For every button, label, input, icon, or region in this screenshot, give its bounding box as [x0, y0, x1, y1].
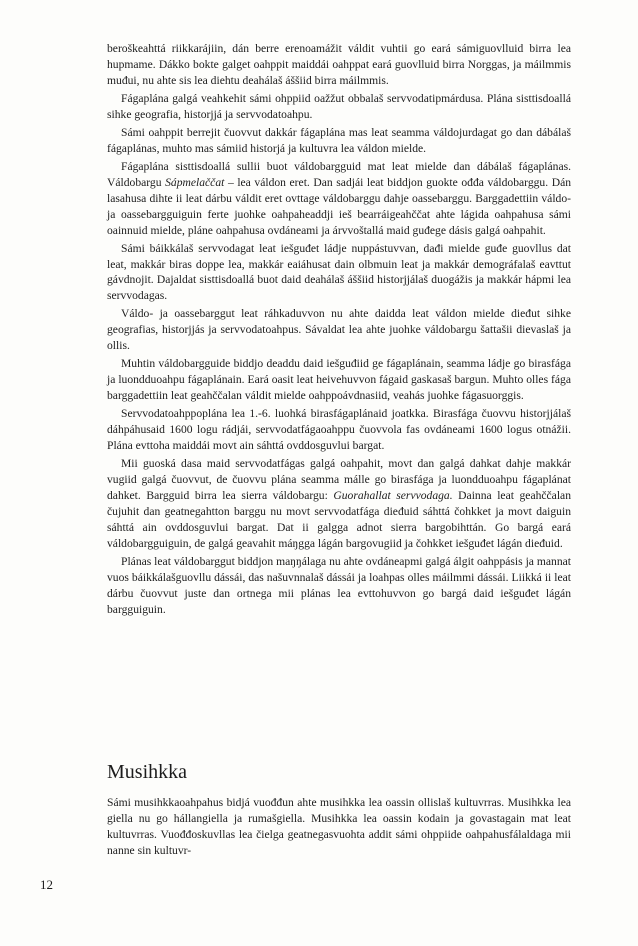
paragraph-text: Dainna leat geahččalan čujuhit dan geatnegahtton barggu nu movt servvodatfága dieđuid sáhttá čohkket ja movt daiguin sáhttá ain ovddosguvlui bargat. Dat ii galgga adnot sierra bargobihttán. Go bargá eará váldobargguiguin, de galgá geavahit máŋgga lágán bargovugiid ja čohkket iešguđet lágán dieđuid. — [107, 488, 571, 550]
paragraph-text: Mii guoská dasa maid servvodatfágas galgá oahpahit, movt dan galgá dahkat dahje makkár vugiid galgá čuovvut, de čuovvu plána seamma málle go birasfága ja luondduoahpu fágaplánat dahket. Bargguid birra lea sierra váldobargu: — [107, 457, 571, 502]
paragraph-text: Fágaplána sisttisdoallá sullii buot váldobargguid mat leat mielde dan dábálaš fágaplánas. Váldobargu — [107, 159, 571, 189]
paragraph: Sámi musihkkaoahpahus bidjá vuođđun ahte musihkka lea oassin ollislaš kultuvrras. Musihkka lea giella nu go hállangiella ja rumašgiella. Musihkka lea oassin kodain ja govastagain mat leat kultuvrras. Vuođđoskuvllas lea čielga geatnegasvuohta addit sámi ohppiide oahpahusfálaldaga mii nanne sin kultuvr- — [107, 796, 571, 857]
paragraph: Muhtin váldobargguide biddjo deaddu daid iešguđiid ge fágaplánain, seamma ládje go birasfága ja luondduoahpu fágaplánain. Eará oasit leat heivehuvvon fágaid gaskasaš bargun. Muhto olles fága barggadettiin leat geahččalan váldit mielde oahppoávdnasiid, veahás juohke fágasuorggis. — [107, 357, 571, 403]
paragraph: Sámi báikkálaš servvodagat leat iešguđet ládje nuppástuvvan, dađi mielde guđe guovllus dat leat, makkár biras doppe lea, makkár eaiáhusat dain olbmuin leat ja makkár demográfalaš eavttut gávdnojit. Dajaldat sisttisdoallá buot daid deahálaš áššiid historjjálaš duogážis ja makkár hápmi lea servvodagas. — [107, 241, 571, 303]
music-section-text — [107, 795, 571, 861]
paragraph: Plánas leat váldobarggut biddjon maŋŋálaga nu ahte ovdáneapmi galgá álgit oahppásis ja mannat vuos báikkálašguovllu dássái, das našuvnnalaš dássái ja loahpas olles máilmmi dássái. Liikká ii leat dárbu čuovvut juste dan ortnega mii plánas lea evttohuvvon go bargá daid iešguđet lágán bargguiguin. — [107, 554, 571, 616]
paragraph: Váldo- ja oassebarggut leat ráhkaduvvon nu ahte daidda leat váldon mielde dieđut sihke geografias, historjjás ja servvodatoahpus. Sávaldat lea ahte juohke váldobargu šattašii dievaslaš ja ollis. — [107, 307, 571, 353]
section-heading: Musihkka — [107, 761, 187, 783]
paragraph-continued: beroškeahttá riikkarájiin, dán berre erenoamážit váldit vuhtii go eará sámiguovlluid birra lea hupmame. Dákko bokte galget oahppit maiddái oahppat eará guovlluid birra Norggas, ja máilmmis muđui, nu ahte sis lea diehtu deahálaš áššiid birra máilmmis. — [107, 42, 571, 87]
paragraph — [107, 456, 571, 551]
paragraph: Sámi oahppit berrejit čuovvut dakkár fágaplána mas leat seamma váldojurdagat go dan dábálaš fágaplánas, muhto mas sámiid historjá ja kultuvra lea váldon mielde. — [107, 125, 571, 155]
paragraph — [107, 159, 571, 239]
emphasis-text: Guorahallat servvodaga. — [333, 488, 453, 502]
paragraph: Fágaplána galgá veahkehit sámi ohppiid oažžut obbalaš servvodatipmárdusa. Plána sisttisdoallá sihke geografia, historjjá ja servvodatoahpu. — [107, 91, 571, 121]
body-text — [107, 41, 571, 620]
page-number: 12 — [40, 877, 53, 892]
paragraph: Servvodatoahppoplána lea 1.-6. luohká birasfágaplánaid joatkka. Birasfága čuovvu historjjálaš dáhpáhusaid 1600 logu rádjái, servvodatfágaoahppu čuovvola fas ovdáneami 1600 logus otnážii. Plána evttoha maiddái movt ain sáhttá ovddosguvlui bargat. — [107, 407, 571, 453]
emphasis-text: Sápmelaččat — [165, 175, 225, 189]
paragraph-text: – lea váldon eret. Dan sadjái leat biddjon guokte ođđa váldobarggu. Dán lasahusa dihte ii leat dárbu váldit eret ovttage váldobarggu dahje oassebarggu. Barggadettiin váldo- ja oassebargguiguin ferte juohke oahpaheaddji ieš bearráigeahččat ahte lágida oahpahusa sámi oainnuid mielde, pláne oahpahusa ovdáneami ja árvvoštallá maid guđege dásis galgá oahpahit. — [107, 175, 572, 237]
